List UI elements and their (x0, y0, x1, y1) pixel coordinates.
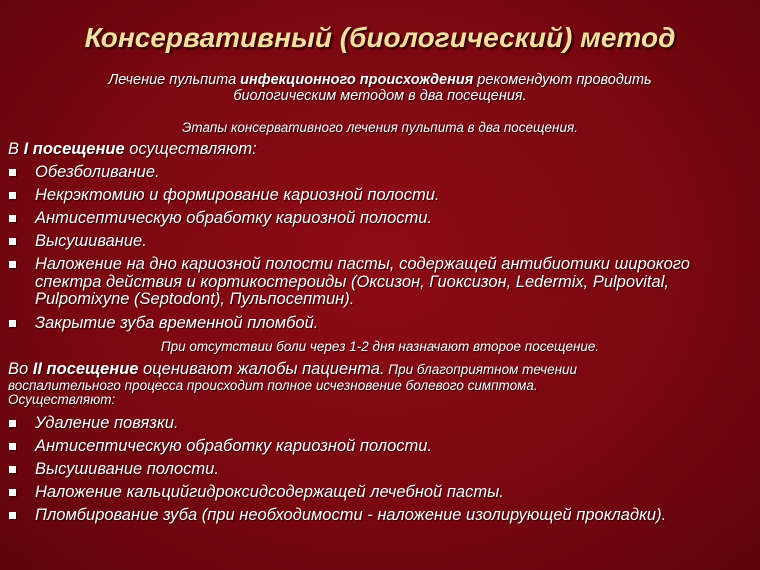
square-bullet-icon (9, 169, 16, 176)
visit2-prefix: Во (8, 360, 33, 378)
between-note: При отсутствии боли через 1-2 дня назначают второе посещение. (160, 339, 600, 354)
subtitle-part2: рекомендуют проводить (473, 72, 652, 88)
list-item-text: Высушивание. (35, 232, 147, 250)
square-bullet-icon (9, 443, 16, 450)
subtitle (40, 72, 720, 104)
list-item (0, 256, 700, 309)
list-item-text: Пломбирование зуба (при необходимости - наложение изолирующей прокладки). (35, 506, 667, 524)
list-item-text: Наложение на дно кариозной полости пасты, содержащей антибиотики широкого спектра действия и кортикостероиды (Оксизон, Гиоксизон, Ledermix, Pulpovital, Pulpomixyne (Septodont), Пульпосептин). (35, 255, 690, 308)
list-item (0, 461, 740, 479)
visit2-note (8, 379, 708, 406)
visit2-bold: II посещение (32, 360, 139, 378)
list-item (0, 315, 740, 333)
square-bullet-icon (9, 420, 16, 427)
list-item-text: Антисептическую обработку кариозной полости. (35, 209, 433, 227)
list-item (0, 233, 740, 251)
square-bullet-icon (9, 261, 16, 268)
list-item (0, 507, 680, 525)
visit1-heading (8, 141, 257, 158)
subtitle-line2: биологическим методом в два посещения. (233, 88, 527, 104)
square-bullet-icon (9, 512, 16, 519)
visit2-middle: оценивают жалобы пациента. (138, 360, 385, 378)
list-item-text: Обезболивание. (35, 163, 160, 181)
list-item-text: Удаление повязки. (35, 414, 179, 432)
list-item-text: Высушивание полости. (35, 460, 219, 478)
square-bullet-icon (9, 466, 16, 473)
list-item (0, 210, 740, 228)
square-bullet-icon (9, 489, 16, 496)
list-item (0, 438, 740, 456)
list-item (0, 187, 740, 205)
list-item-text: Наложение кальцийгидроксидсодержащей лечебной пасты. (35, 483, 504, 501)
list-item (0, 164, 740, 182)
list-item-text: Некрэктомию и формирование кариозной полости. (35, 186, 440, 204)
visit2-heading (8, 361, 577, 378)
subtitle-part1: Лечение пульпита (108, 72, 241, 88)
visit2-note-line3: Осуществляют: (8, 391, 116, 407)
list-item-text: Закрытие зуба временной пломбой. (35, 314, 319, 332)
visit2-note-line2: воспалительного процесса происходит полное исчезновение болевого симптома. (8, 378, 538, 393)
visit2-note-start: При благоприятном течении (384, 362, 578, 377)
square-bullet-icon (9, 320, 16, 327)
square-bullet-icon (9, 238, 16, 245)
list-item (0, 415, 740, 433)
stages-note: Этапы консервативного лечения пульпита в два посещения. (182, 120, 578, 135)
list-item-text: Антисептическую обработку кариозной полости. (35, 437, 433, 455)
visit1-bold: I посещение (23, 140, 125, 158)
visit1-prefix: В (8, 140, 24, 158)
slide-title: Консервативный (биологический) метод (84, 22, 676, 53)
square-bullet-icon (9, 215, 16, 222)
list-item (0, 484, 740, 502)
square-bullet-icon (9, 192, 16, 199)
subtitle-bold: инфекционного происхождения (240, 72, 474, 88)
visit1-suffix: осуществляют: (124, 140, 257, 158)
